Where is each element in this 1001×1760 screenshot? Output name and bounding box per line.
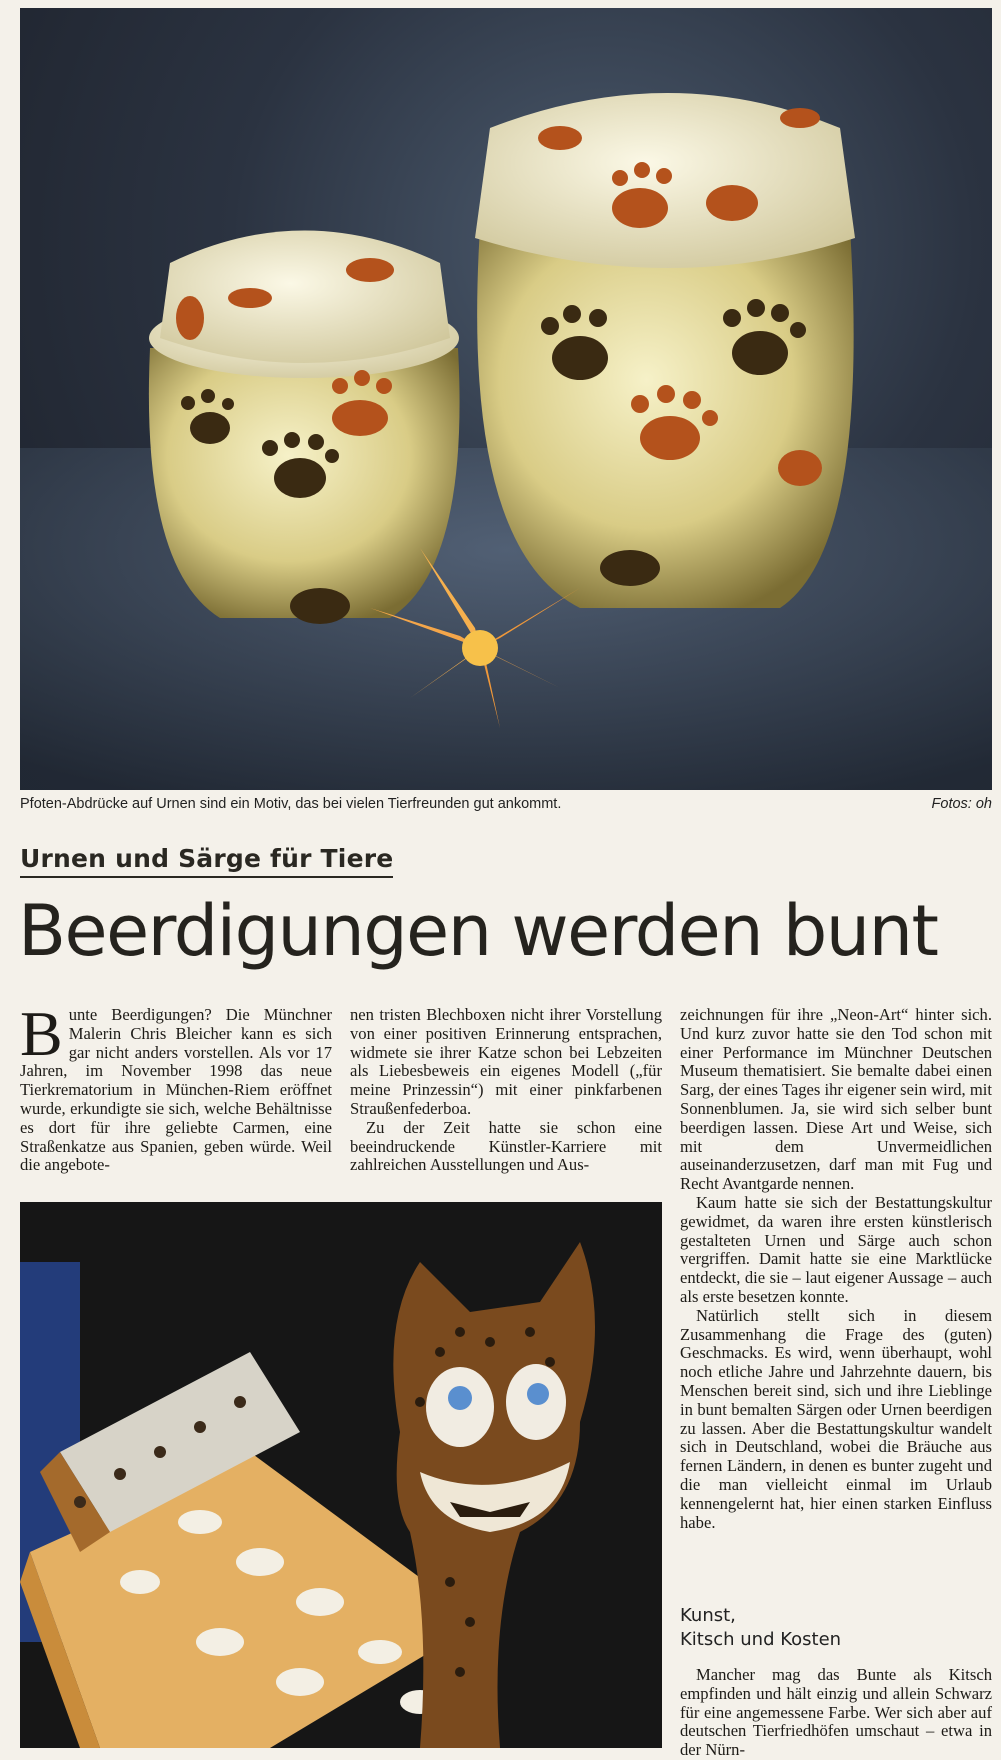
article-paragraph: Natürlich stellt sich in diesem Zusammenhang die Frage des (guten) Geschmacks. Es wird, wenn überhaupt, wohl noch etliche Jahre und Jahrzehnte dauern, bis Menschen bereit sind, sich und ihre Lieblinge in bunt bemalten Särgen oder Urnen beerdigen zu lassen. Aber die Bestattungskultur wandelt sich in Deutschland, wobei die Bräuche aus fernen Ländern, in denen es bunter zugeht und die man vielleicht einmal im Urlaub kennengelernt hat, hier einen starken Einfluss habe. [680,1305,992,1532]
article-paragraph: Kaum hatte sie sich der Bestattungskultur gewidmet, da waren ihre ersten künstlerisch gestalteten Urnen und Särge auch schon vergriffen. Damit hatte sie eine Marktlücke entdeckt, die sie – laut eigener Aussage – auch als erste besetzen konnte. [680,1192,992,1306]
article-paragraph: Zu der Zeit hatte sie schon eine beeindruckende Künstler-Karriere mit zahlreichen Ausstellungen und Aus- [350,1117,662,1175]
article-column-2 [350,1006,662,1175]
article-column-3 [680,1006,992,1532]
section-subhead [680,1604,992,1652]
article-headline: Beerdigungen werden bunt [18,890,938,972]
urns-photo [20,8,992,790]
coffin-illustration [20,1202,662,1748]
article-paragraph: Mancher mag das Bunte als Kitsch empfinden und hält einzig und allein Schwarz für eine angemessene Farbe. Wer sich aber auf deutschen Tierfriedhöfen umschaut – etwa in der Nürn- [680,1665,992,1760]
caption-text: Pfoten-Abdrücke auf Urnen sind ein Motiv, das bei vielen Tierfreunden gut ankommt. [20,796,562,812]
photo-caption [20,794,992,816]
urns-illustration [20,8,992,790]
article-kicker: Urnen und Särge für Tiere [20,844,393,878]
drop-cap: B [20,998,63,1069]
article-column-1 [20,998,332,1175]
paragraph-text: unte Beerdigungen? Die Münchner Malerin Chris Bleicher kann es sich gar nicht anders vorstellen. Als vor 17 Jahren, im November 1998 das neue Tierkrematorium in München-Riem eröffnet wurde, erkundigte sie sich, welche Behältnisse es dort für ihre geliebte Carmen, eine Straßenkatze aus Spanien, geben würde. Weil die angebote- [20,1005,332,1175]
photo-credit: Fotos: oh [931,796,992,812]
subhead-line: Kunst, [680,1605,736,1626]
article-paragraph: nen tristen Blechboxen nicht ihrer Vorstellung von einer positiven Erinnerung entsprachen, widmete sie ihrer Katze schon bei Lebzeiten als Liebesbeweis ein eigenes Modell („für meine Prinzessin“) mit einer pinkfarbenen Straußenfederboa. [350,1005,662,1118]
painted-coffin-photo [20,1202,662,1748]
article-paragraph [20,998,332,1175]
article-column-3-continued [680,1666,992,1760]
article-paragraph: zeichnungen für ihre „Neon-Art“ hinter sich. Und kurz zuvor hatte sie den Tod schon mit einer Performance im Münchner Deutschen Museum thematisiert. Sie bemalte dabei einen Sarg, der eines Tages ihr eigener sein wird, mit Sonnenblumen. Ja, sie wird sich selber bunt beerdigen lassen. Diese Art und Weise, sich mit dem Unvermeidlichen auseinanderzusetzen, darf man mit Fug und Recht Avantgarde nennen. [680,1005,992,1194]
subhead-line: Kitsch und Kosten [680,1629,842,1650]
